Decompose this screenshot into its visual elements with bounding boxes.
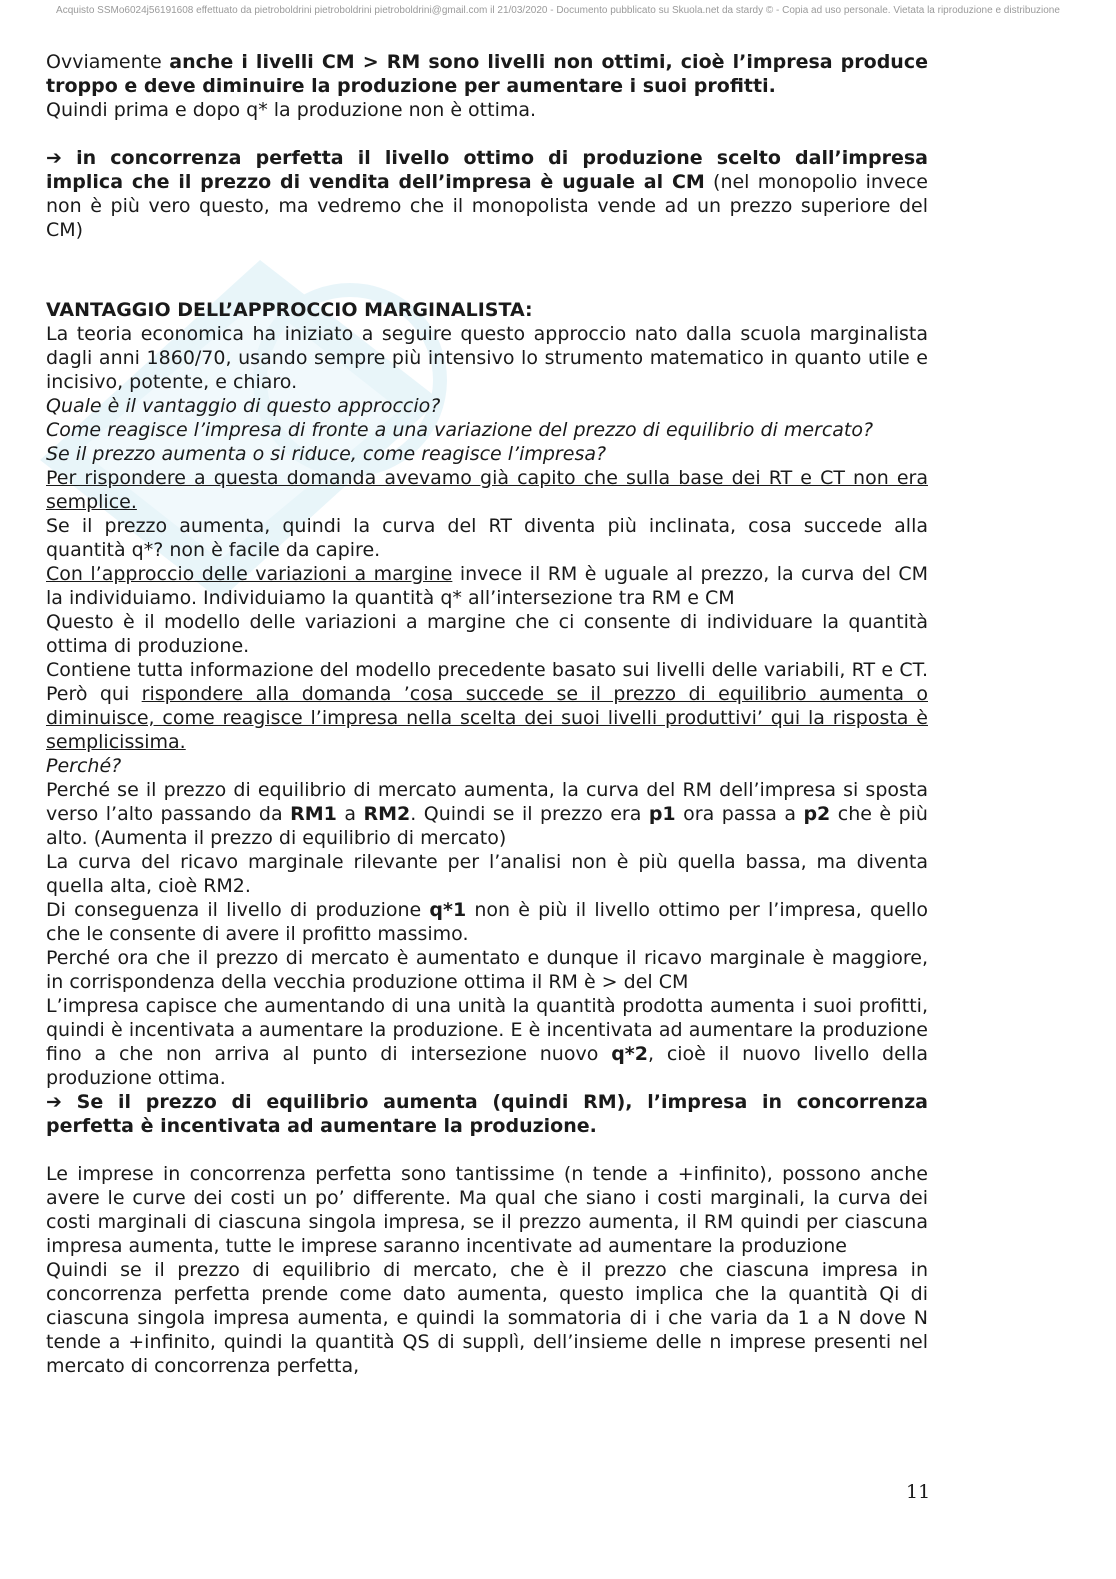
paragraph: Le imprese in concorrenza perfetta sono tantissime (n tende a +infinito), possono anche avere le curve dei costi un po’ differente. Ma qual che siano i costi marginali, la curva dei costi marginali di ciascuna singola impresa, se il prezzo aumenta, il RM quindi per ciascuna impresa aumenta, tutte le imprese saranno incentivate ad aumentare la produzione (46, 1163, 928, 1257)
question: Come reagisce l’impresa di fronte a una variazione del prezzo di equilibrio di mercato? (46, 419, 874, 441)
page-number: 11 (906, 1481, 931, 1503)
paragraph: Perché ora che il prezzo di mercato è aumentato e dunque il ricavo marginale è maggiore, in corrispondenza della vecchia produzione ottima il RM è > del CM (46, 947, 928, 993)
paragraph: Con l’approccio delle variazioni a margine invece il RM è uguale al prezzo, la curva del CM la individuiamo. Individuiamo la quantità q* all’intersezione tra RM e CM (46, 563, 928, 609)
paragraph: Per rispondere a questa domanda avevamo già capito che sulla base dei RT e CT non era semplice. (46, 467, 928, 513)
paragraph: Quindi se il prezzo di equilibrio di mercato, che è il prezzo che ciascuna impresa in concorrenza perfetta prende come dato aumenta, questo implica che la quantità Qi di ciascuna singola impresa aumenta, e quindi la sommatoria di i che varia da 1 a N dove N tende a +infinito, quindi la quantità QS di supplì, dell’insieme delle n imprese presenti nel mercato di concorrenza perfetta, (46, 1259, 928, 1377)
paragraph: La curva del ricavo marginale rilevante per l’analisi non è più quella bassa, ma diventa quella alta, cioè RM2. (46, 851, 928, 897)
paragraph: Se il prezzo aumenta, quindi la curva del RT diventa più inclinata, cosa succede alla quantità q*? non è facile da capire. (46, 515, 928, 561)
arrow-right-icon: ➔ (46, 1091, 62, 1113)
paragraph: La teoria economica ha iniziato a seguire questo approccio nato dalla scuola marginalista dagli anni 1860/70, usando sempre più intensivo lo strumento matematico in quanto utile e incisivo, potente, e chiaro. (46, 323, 928, 393)
question: Quale è il vantaggio di questo approccio? (46, 395, 441, 417)
section-heading: VANTAGGIO DELL’APPROCCIO MARGINALISTA: (46, 299, 533, 321)
question: Perché? (46, 755, 122, 777)
paragraph: Di conseguenza il livello di produzione q*1 non è più il livello ottimo per l’impresa, quello che le consente di avere il profitto massimo. (46, 899, 928, 945)
arrow-right-icon: ➔ (46, 147, 62, 169)
question: Se il prezzo aumenta o si riduce, come reagisce l’impresa? (46, 443, 607, 465)
paragraph: Perché se il prezzo di equilibrio di mercato aumenta, la curva del RM dell’impresa si sposta verso l’alto passando da RM1 a RM2. Quindi se il prezzo era p1 ora passa a p2 che è più alto. (Aumenta il prezzo di equilibrio di mercato) (46, 779, 928, 849)
paragraph: Contiene tutta informazione del modello precedente basato sui livelli delle variabili, RT e CT. Però qui rispondere alla domanda ’cosa succede se il prezzo di equilibrio aumenta o diminuisce, come reagisce l’impresa nella scelta dei suoi livelli produttivi’ qui la risposta è semplicissima. (46, 659, 928, 753)
document-watermark-header: Acquisto SSMo6024j56191608 effettuato da pietroboldrini pietroboldrini pietroboldrini@gmail.com il 21/03/2020 - Documento pubblicato su Skuola.net da stardy © - Copia ad uso personale. Vietata la riproduzione e distribuzione (56, 5, 1060, 16)
paragraph: Quindi prima e dopo q* la produzione non è ottima. (46, 99, 537, 121)
paragraph: ➔ Se il prezzo di equilibrio aumenta (quindi RM), l’impresa in concorrenza perfetta è incentivata ad aumentare la produzione. (46, 1091, 928, 1137)
paragraph: Questo è il modello delle variazioni a margine che ci consente di individuare la quantità ottima di produzione. (46, 611, 928, 657)
paragraph: Ovviamente anche i livelli CM > RM sono livelli non ottimi, cioè l’impresa produce troppo e deve diminuire la produzione per aumentare i suoi profitti. (46, 51, 928, 97)
document-body (46, 50, 928, 1378)
paragraph: L’impresa capisce che aumentando di una unità la quantità prodotta aumenta i suoi profitti, quindi è incentivata a aumentare la produzione. E è incentivata ad aumentare la produzione fino a che non arriva al punto di intersezione nuovo q*2, cioè il nuovo livello della produzione ottima. (46, 995, 928, 1089)
paragraph: ➔ in concorrenza perfetta il livello ottimo di produzione scelto dall’impresa implica che il prezzo di vendita dell’impresa è uguale al CM (nel monopolio invece non è più vero questo, ma vedremo che il monopolista vende ad un prezzo superiore del CM) (46, 147, 928, 241)
